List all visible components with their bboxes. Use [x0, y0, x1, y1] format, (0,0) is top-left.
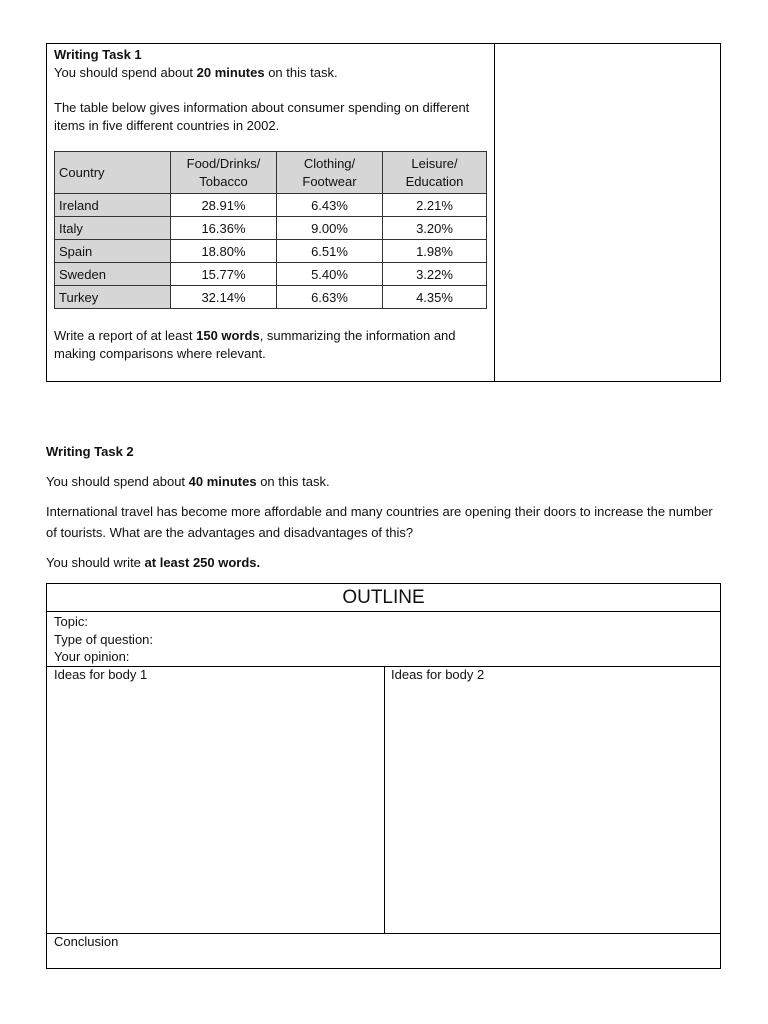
table-cell: 2.21% [383, 194, 487, 217]
outline-title: OUTLINE [47, 584, 720, 612]
outline-divider-vertical [384, 666, 385, 934]
table-cell-country: Turkey [55, 286, 171, 309]
outline-fields [54, 613, 153, 666]
table-cell: 3.22% [383, 263, 487, 286]
header-food: Food/Drinks/ Tobacco [171, 152, 277, 194]
task1-divider [494, 44, 495, 381]
outline-divider-bottom [47, 933, 720, 934]
body1-label: Ideas for body 1 [54, 667, 148, 682]
table-row [55, 194, 487, 217]
table-cell-country: Sweden [55, 263, 171, 286]
table-cell: 15.77% [171, 263, 277, 286]
task1-footer-bold: 150 words [196, 328, 260, 343]
task1-content [54, 46, 484, 135]
task1-title: Writing Task 1 [54, 47, 142, 62]
table-cell-country: Italy [55, 217, 171, 240]
table-cell-country: Spain [55, 240, 171, 263]
table-row [55, 240, 487, 263]
outline-opinion-label: Your opinion: [54, 649, 130, 664]
task2-time-instruction [46, 471, 726, 492]
table-cell: 3.20% [383, 217, 487, 240]
task1-footer-suffix: , summarizing the information and making comparisons where relevant. [54, 328, 456, 361]
task1-time-bold: 20 minutes [196, 65, 265, 80]
header-country: Country [55, 152, 171, 194]
table-cell: 1.98% [383, 240, 487, 263]
task2-time-suffix: on this task. [256, 474, 330, 489]
table-row [55, 286, 487, 309]
table-cell: 16.36% [171, 217, 277, 240]
task2-time-bold: 40 minutes [188, 474, 257, 489]
task1-time-prefix: You should spend about [54, 65, 197, 80]
body2-label: Ideas for body 2 [391, 667, 485, 682]
task1-footer [54, 327, 484, 363]
table-cell: 6.63% [277, 286, 383, 309]
table-cell: 28.91% [171, 194, 277, 217]
task2-time-prefix: You should spend about [46, 474, 189, 489]
task2-section [46, 441, 726, 582]
outline-question-type-label: Type of question: [54, 631, 154, 647]
task2-word-instruction [46, 552, 726, 573]
conclusion-label: Conclusion [54, 934, 119, 949]
table-cell-country: Ireland [55, 194, 171, 217]
table-cell: 18.80% [171, 240, 277, 263]
table-row [55, 263, 487, 286]
task1-footer-prefix: Write a report of at least [54, 328, 197, 343]
table-row [55, 217, 487, 240]
table-cell: 9.00% [277, 217, 383, 240]
task2-words-prefix: You should write [46, 555, 145, 570]
outline-box [46, 583, 721, 969]
task1-prompt: The table below gives information about consumer spending on different items in five different countries in 2002. [54, 100, 470, 133]
table-cell: 6.43% [277, 194, 383, 217]
task1-time-suffix: on this task. [264, 65, 338, 80]
table-cell: 32.14% [171, 286, 277, 309]
outline-topic-label: Topic: [54, 614, 88, 629]
table-cell: 4.35% [383, 286, 487, 309]
task2-title: Writing Task 2 [46, 444, 134, 459]
task1-box [46, 43, 721, 382]
task2-prompt: International travel has become more affordable and many countries are opening their doors to increase the number of tourists. What are the advantages and disadvantages of this? [46, 504, 713, 540]
task2-words-bold: at least 250 words. [144, 555, 261, 570]
header-leisure: Leisure/ Education [383, 152, 487, 194]
table-cell: 5.40% [277, 263, 383, 286]
table-cell: 6.51% [277, 240, 383, 263]
spending-table [54, 151, 487, 309]
header-clothing: Clothing/ Footwear [277, 152, 383, 194]
table-header-row [55, 152, 487, 194]
task1-time-instruction [54, 64, 484, 82]
